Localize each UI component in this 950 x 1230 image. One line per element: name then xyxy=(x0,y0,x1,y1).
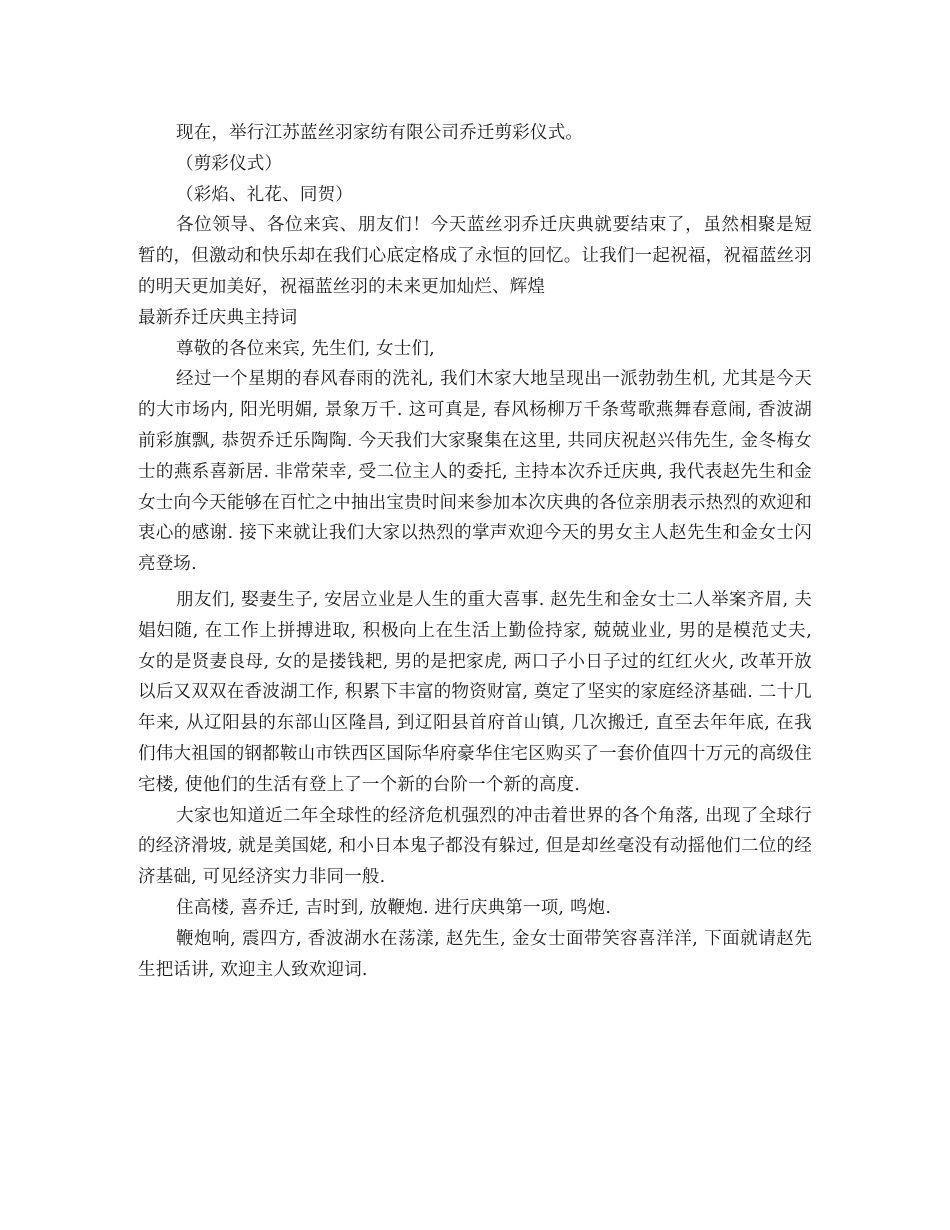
paragraph-ceremony-note: （剪彩仪式） xyxy=(176,153,283,174)
paragraph-firecrackers: 住高楼, 喜乔迁, 吉时到, 放鞭炮. 进行庆典第一项, 鸣炮. xyxy=(176,897,612,918)
paragraph-celebration-note: （彩焰、礼花、同贺） xyxy=(176,184,353,205)
paragraph-welcome-speech: 鞭炮响, 震四方, 香波湖水在荡漾, 赵先生, 金女士面带笑容喜洋洋, 下面就请赵先生把话讲, 欢迎主人致欢迎词. xyxy=(138,928,812,980)
paragraph-introduction: 经过一个星期的春风春雨的洗礼, 我们木家大地呈现出一派勃勃生机, 尤其是今天的大市场内, 阳光明媚, 景象万千. 这可真是, 春风杨柳万千条莺歌燕舞春意闹, 香波湖前彩旗飘, 恭贺乔迁乐陶陶. 今天我们大家聚集在这里, 共同庆祝赵兴伟先生, 金冬梅女士的燕系喜新居. 非常荣幸, 受二位主人的委托, 主持本次乔迁庆典, 我代表赵先生和金女士向今天能够在百忙之中抽出宝贵时间来参加本次庆典的各位亲朋表示热烈的欢迎和衷心的感谢. 接下来就让我们大家以热烈的掌声欢迎今天的男女主人赵先生和金女士闪亮登场. xyxy=(138,369,812,575)
paragraph-economy: 大家也知道近二年全球性的经济危机强烈的冲击着世界的各个角落, 出现了全球行的经济滑坡, 就是美国姥, 和小日本鬼子都没有躲过, 但是却丝毫没有动摇他们二位的经济基础, 可见经济实力非同一般. xyxy=(138,805,812,888)
paragraph-closing-remarks: 各位领导、各位来宾、朋友们！今天蓝丝羽乔迁庆典就要结束了，虽然相聚是短暂的，但激动和快乐却在我们心底定格成了永恒的回忆。让我们一起祝福，祝福蓝丝羽的明天更加美好，祝福蓝丝羽的未来更加灿烂、辉煌 xyxy=(138,215,812,297)
paragraph-opening: 现在，举行江苏蓝丝羽家纺有限公司乔迁剪彩仪式。 xyxy=(176,123,584,143)
paragraph-greeting: 尊敬的各位来宾, 先生们, 女士们, xyxy=(176,338,435,359)
section-heading: 最新乔迁庆典主持词 xyxy=(138,307,298,328)
paragraph-family-story: 朋友们, 娶妻生子, 安居立业是人生的重大喜事. 赵先生和金女士二人举案齐眉, 夫娼妇随, 在工作上拼搏进取, 积极向上在生活上勤俭持家, 兢兢业业, 男的是模范丈夫, 女的是贤妻良母, 女的是搂钱耙, 男的是把家虎, 两口子小日子过的红红火火, 改革开放以后又双双在香波湖工作, 积累下丰富的物资财富, 奠定了坚实的家庭经济基础. 二十几年来, 从辽阳县的东部山区隆昌, 到辽阳县首府首山镇, 几次搬迁, 直至去年年底, 在我们伟大祖国的钢都鞍山市铁西区国际华府豪华住宅区购买了一套价值四十万元的高级住宅楼, 使他们的生活有登上了一个新的台阶一个新的高度. xyxy=(138,589,812,795)
document-body xyxy=(138,118,812,985)
